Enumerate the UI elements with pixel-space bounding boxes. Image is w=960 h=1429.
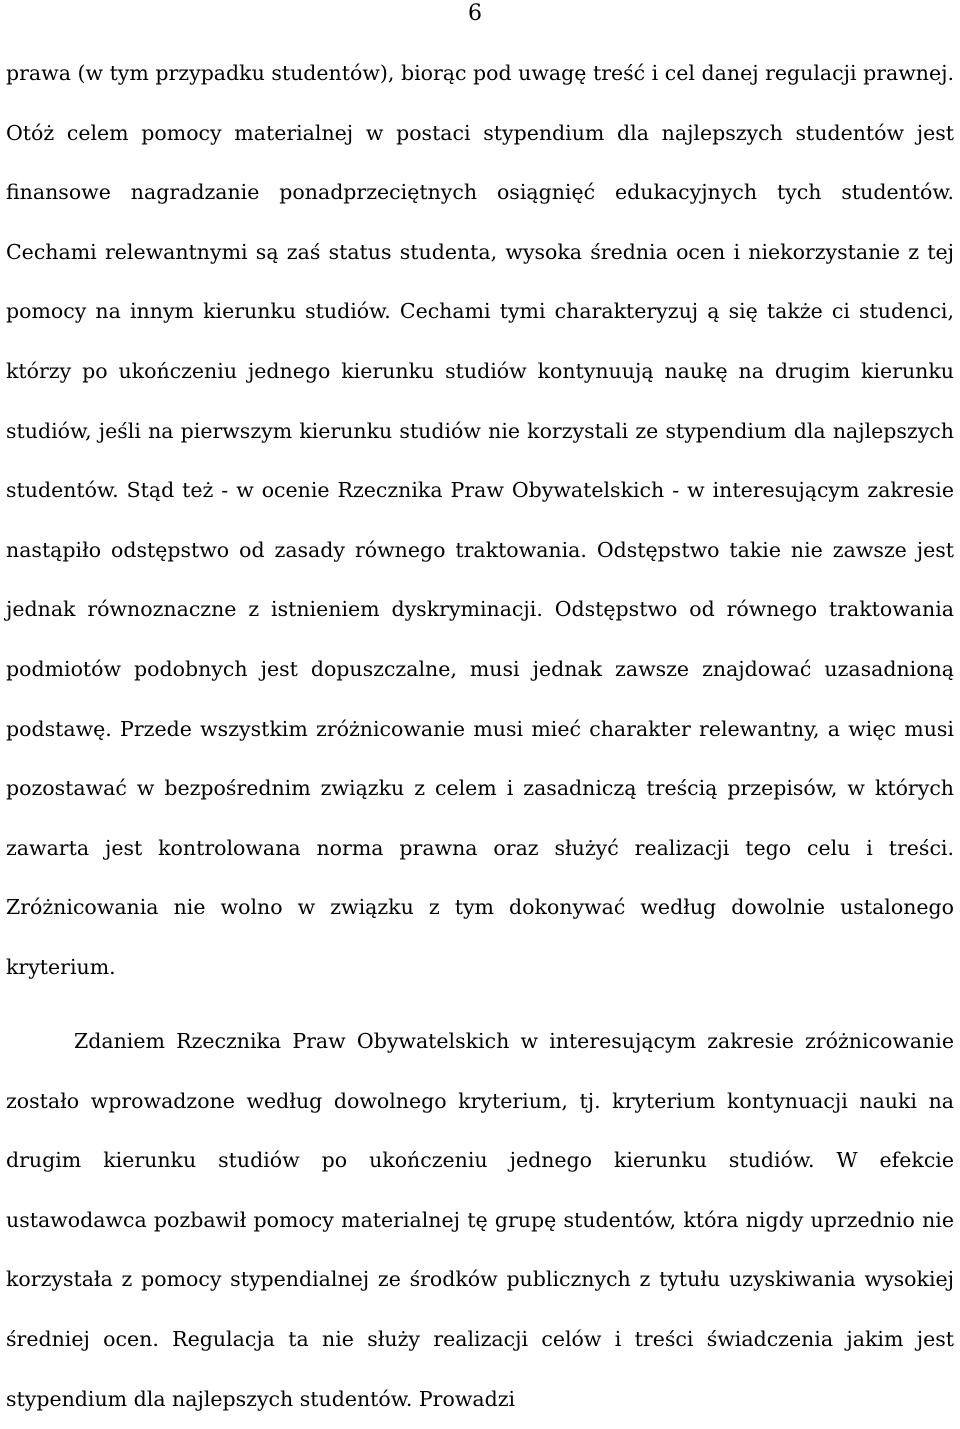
paragraph-1: prawa (w tym przypadku studentów), biorąc pod uwagę treść i cel danej regulacji prawnej. Otóż celem pomocy materialnej w postaci stypendium dla najlepszych studentów jest finansowe nagradzanie ponadprzeciętnych osiągnięć edukacyjnych tych studentów. Cechami relewantnymi są zaś status studenta, wysoka średnia ocen i niekorzystanie z tej pomocy na innym kierunku studiów. Cechami tymi charakteryzuj ą się także ci studenci, którzy po ukończeniu jednego kierunku studiów kontynuują naukę na drugim kierunku studiów, jeśli na pierwszym kierunku studiów nie korzystali ze stypendium dla najlepszych studentów. Stąd też - w ocenie Rzecznika Praw Obywatelskich - w interesującym zakresie nastąpiło odstępstwo od zasady równego traktowania. Odstępstwo takie nie zawsze jest jednak równoznaczne z istnieniem dyskryminacji. Odstępstwo od równego traktowania podmiotów podobnych jest dopuszczalne, musi jednak zawsze znajdować uzasadnioną podstawę. Przede wszystkim zróżnicowanie musi mieć charakter relewantny, a więc musi pozostawać w bezpośrednim związku z celem i zasadniczą treścią przepisów, w których zawarta jest kontrolowana norma prawna oraz służyć realizacji tego celu i treści. Zróżnicowania nie wolno w związku z tym dokonywać według dowolnie ustalonego kryterium. [6, 61, 954, 979]
page-number: 6 [468, 1, 482, 26]
paragraph-2: Zdaniem Rzecznika Praw Obywatelskich w interesującym zakresie zróżnicowanie zostało wprowadzone według dowolnego kryterium, tj. kryterium kontynuacji nauki na drugim kierunku studiów po ukończeniu jednego kierunku studiów. W efekcie ustawodawca pozbawił pomocy materialnej tę grupę studentów, która nigdy uprzednio nie korzystała z pomocy stypendialnej ze środków publicznych z tytułu uzyskiwania wysokiej średniej ocen. Regulacja ta nie służy realizacji celów i treści świadczenia jakim jest stypendium dla najlepszych studentów. Prowadzi [6, 1029, 954, 1411]
